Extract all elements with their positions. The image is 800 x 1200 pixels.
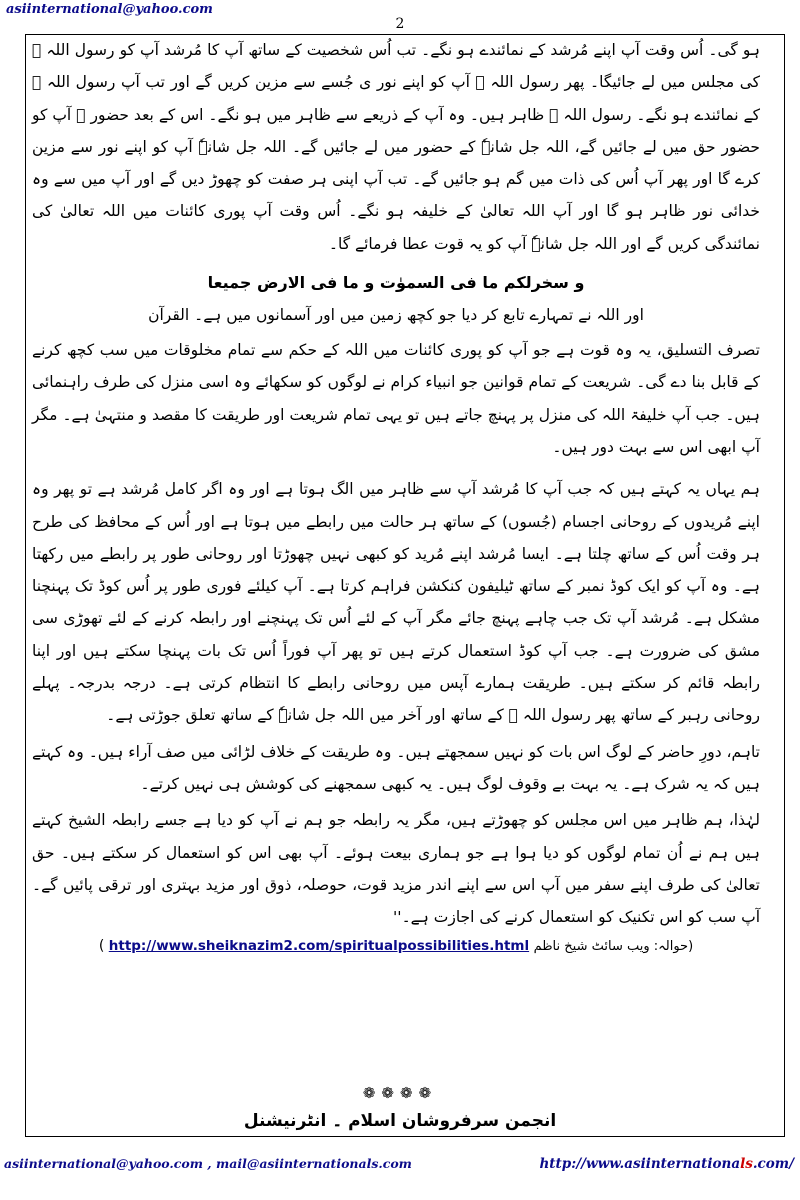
paragraph-1: ہو گی۔ اُس وقت آپ اپنے مُرشد کے نمائندے ہو نگے۔ تب اُس شخصیت کے ساتھ آپ کا مُرشد آپ کو رسول اللہ ﷺ کی مجلس میں لے جائیگا۔ پھر رسول اللہ ﷺ آپ کو اپنے نور ی جُسے سے مزین کریں گے اور تب آپ رسول اللہ ﷺ کے نمائندے ہو نگے۔ رسول اللہ ﷺ ظاہر ہیں۔ وہ آپ کے ذریعے سے ظاہر میں ہو نگے۔ اس کے بعد حضور ﷺ آپ کو حضور حق میں لے جائیں گے، اللہ جل شانہٗ کے حضور میں لے جائیں گے۔ اللہ جل شانہٗ آپ کو اپنے نور سے مزین کرے گا اور پھر آپ اُس کی ذات میں گم ہو جائیں گے۔ تب آپ اپنی ہر صفت کو چھوڑ دیں گے اور آپ میں سے وہ خدائی نور ظاہر ہو گا اور آپ اللہ تعالیٰ کے خلیفہ ہو نگے۔ اُس وقت آپ پوری کائنات میں اللہ تعالیٰ کی نمائندگی کریں گے اور اللہ جل شانہٗ آپ کو یہ قوت عطا فرمائے گا۔	[32, 41, 760, 253]
footer-website[interactable]	[539, 1156, 794, 1172]
footer-website-highlight: ls	[740, 1156, 753, 1172]
reference-label: (حوالہ: ویب سائٹ شیخ ناظم	[533, 939, 694, 955]
verse-translation: اور اللہ نے تمہارے تابع کر دیا جو کچھ زمین میں اور آسمانوں میں ہے۔ القرآن	[148, 306, 644, 325]
header-email[interactable]: asiinternational@yahoo.com	[6, 2, 213, 17]
article-body	[32, 34, 760, 960]
footer-website-suffix: .com/	[752, 1156, 794, 1172]
page-number: 2	[395, 16, 405, 32]
term-tasarruf: تصرف التسلیق	[661, 341, 760, 360]
paragraph-5: لہٰذا، ہم ظاہر میں اس مجلس کو چھوڑتے ہیں، مگر یہ رابطہ جو ہم نے آپ کو دیا ہے جسے رابطہ الشیخ کہتے ہیں ہم نے اُن تمام لوگوں کو دیا ہوا ہے جو ہماری بیعت ہوئے۔ آپ بھی اس کو استعمال کر سکتے ہیں۔ حق تعالیٰ کی طرف اپنے سفر میں آپ اس سے اپنے اندر مزید قوت، حوصلہ، ذوق اور مزید بہتری اور ترقی پائیں گے۔ آپ سب کو اس تکنیک کو استعمال کرنے کی اجازت ہے۔''	[32, 811, 760, 927]
reference-line	[32, 933, 760, 960]
paragraph-2	[32, 334, 760, 463]
arabic-verse: و سخرلکم ما فی السموٰت و ما فی الارض جمیعا	[207, 273, 585, 293]
footer-emails[interactable]: asiinternational@yahoo.com , mail@asiinternationals.com	[4, 1156, 412, 1171]
organization-name: انجمن سرفروشان اسلام ۔ انٹرنیشنل	[243, 1111, 557, 1131]
paragraph-4: تاہم، دورِ حاضر کے لوگ اس بات کو نہیں سمجھتے ہیں۔ وہ طریقت کے خلاف لڑائی میں صف آراء ہیں۔ وہ کہتے ہیں کہ یہ شرک ہے۔ یہ بہت بے وقوف لوگ ہیں۔ یہ کبھی سمجھنے کی کوشش ہی نہیں کرتے۔	[32, 742, 760, 793]
paragraph-2-text: ، یہ وہ قوت ہے جو آپ کو پوری کائنات میں اللہ کے حکم سے تمام مخلوقات میں سب کچھ کرنے کے قابل بنا دے گی۔ شریعت کے تمام قوانین جو انبیاء کرام نے لوگوں کو سکھائے وہ اسی منزل کی طرف راہنمائی ہیں۔ جب آپ خلیفۃ اللہ کی منزل پر پہنچ جاتے ہیں تو یہی تمام شریعت اور طریقت کا مقصد و منتہیٰ ہے۔ مگر آپ ابھی اس سے بہت دور ہیں۔	[32, 341, 760, 456]
reference-link[interactable]: http://www.sheiknazim2.com/spiritualpossibilities.html	[108, 938, 530, 955]
paragraph-3: ہم یہاں یہ کہتے ہیں کہ جب آپ کا مُرشد آپ سے ظاہر میں الگ ہوتا ہے اور وہ اگر کامل مُرشد ہے تو پھر وہ اپنے مُریدوں کے روحانی اجسام (جُسوں) کے ساتھ ہر حالت میں رابطے میں ہوتا ہے اور اُس کے محافظ کی طرح ہر وقت اُس کے ساتھ چلتا ہے۔ ایسا مُرشد اپنے مُرید کو کبھی نہیں چھوڑتا اور روحانی طور پر رابطے میں رکھتا ہے۔ وہ آپ کو ایک کوڈ نمبر کے ساتھ ٹیلیفون کنکشن فراہم کرتا ہے۔ آپ کیلئے فوری طور پر اُس کوڈ تک پہنچنا مشکل ہے۔ مُرشد آپ تک جب چاہے پہنچ جائے مگر آپ کے لئے اُس تک پہنچنے اور رابطہ کرنے کے لئے تھوڑی سی مشق کی ضرورت ہے۔ جب آپ کوڈ استعمال کرتے ہیں تو پھر آپ فوراً اُس تک بات پہنچا سکتے ہیں اور اپنا رابطہ قائم کر سکتے ہیں۔ طریقت ہمارے آپس میں روحانی رابطے کا انتظام کرتی ہے۔ درجہ بدرجہ۔ پہلے روحانی رہبر کے ساتھ پھر رسول اللہ ﷺ کے ساتھ اور آخر میں اللہ جل شانہٗ کے ساتھ تعلق جوڑتی ہے۔	[32, 480, 760, 725]
footer-website-prefix: http://www.asiinternationa	[539, 1156, 741, 1172]
reference-open-paren: (	[98, 938, 109, 955]
ornament-flowers: ❁❁❁❁	[362, 1084, 438, 1102]
